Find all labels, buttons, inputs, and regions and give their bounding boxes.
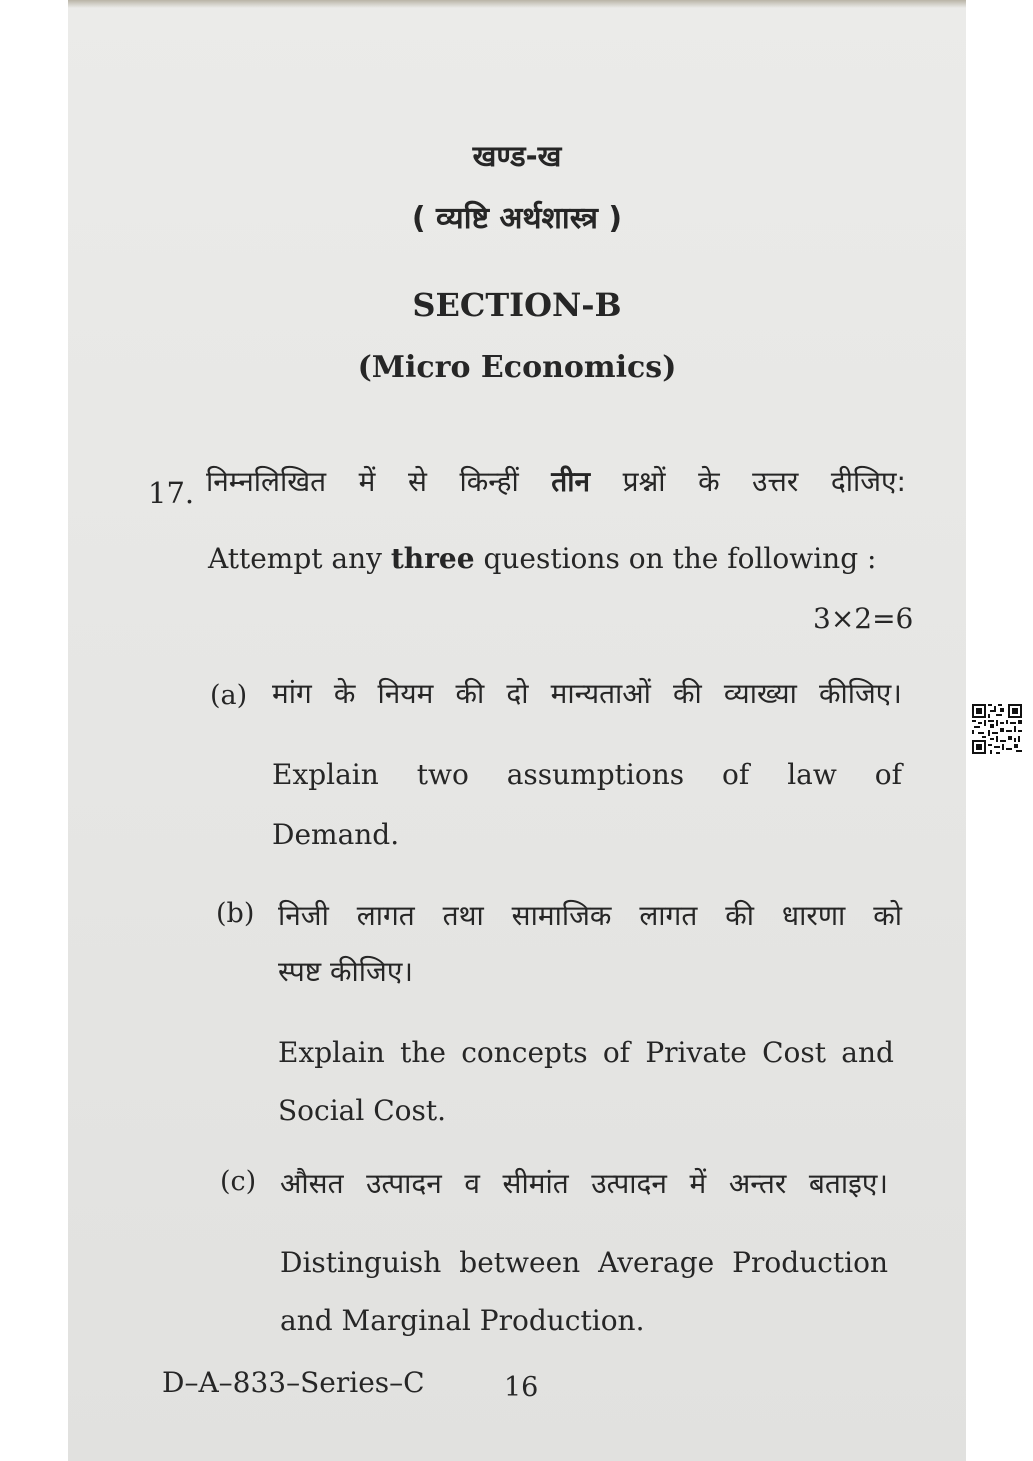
word: नियम bbox=[377, 677, 434, 710]
question-instruction-hindi bbox=[206, 462, 906, 500]
word: व्याख्या bbox=[723, 677, 797, 710]
word: बताइए। bbox=[808, 1167, 888, 1200]
word: के bbox=[698, 465, 720, 498]
word: मान्यताओं bbox=[550, 677, 651, 710]
part-a-english-line2: Demand. bbox=[272, 818, 400, 851]
word: उत्पादन bbox=[366, 1167, 442, 1200]
word: Private bbox=[645, 1036, 747, 1069]
word: between bbox=[459, 1246, 581, 1279]
word: तथा bbox=[442, 899, 484, 932]
word: से bbox=[407, 465, 427, 498]
word: की bbox=[673, 677, 702, 710]
instruction-text: Attempt any bbox=[208, 542, 391, 575]
word: मांग bbox=[272, 677, 312, 710]
word: दो bbox=[506, 677, 529, 710]
word: में bbox=[689, 1167, 707, 1200]
word: दीजिए: bbox=[830, 465, 906, 498]
word: concepts bbox=[461, 1036, 588, 1069]
word: अन्तर bbox=[728, 1167, 787, 1200]
word: Production bbox=[732, 1246, 888, 1279]
word: उत्पादन bbox=[591, 1167, 667, 1200]
word: of bbox=[874, 758, 902, 791]
word: सामाजिक bbox=[511, 899, 612, 932]
section-title: SECTION-B bbox=[412, 286, 622, 324]
part-b-english-line2: Social Cost. bbox=[278, 1094, 447, 1127]
word: Average bbox=[598, 1246, 715, 1279]
word: के bbox=[333, 677, 356, 710]
exam-page bbox=[68, 0, 966, 1461]
part-b-english-line1 bbox=[278, 1036, 894, 1069]
word: किन्हीं bbox=[459, 465, 519, 498]
word: की bbox=[725, 899, 754, 932]
part-b-hindi-line2: स्पष्ट कीजिए। bbox=[278, 955, 413, 988]
word: Distinguish bbox=[280, 1246, 442, 1279]
word: धारणा bbox=[781, 899, 846, 932]
part-b-hindi-line1 bbox=[278, 896, 902, 934]
word: को bbox=[873, 899, 902, 932]
word: assumptions bbox=[506, 758, 685, 791]
part-c-label: (c) bbox=[220, 1166, 257, 1197]
word: कीजिए। bbox=[819, 677, 902, 710]
word: व bbox=[464, 1167, 480, 1200]
word: निजी bbox=[278, 899, 329, 932]
word: औसत bbox=[280, 1167, 344, 1200]
instruction-bold: three bbox=[390, 542, 475, 575]
subject-title-hindi: ( व्यष्टि अर्थशास्त्र ) bbox=[411, 201, 623, 236]
part-c-hindi bbox=[280, 1164, 888, 1202]
paper-code: D–A–833–Series–C bbox=[162, 1366, 425, 1399]
word: and bbox=[841, 1036, 894, 1069]
section-title-hindi: खण्ड-ख bbox=[472, 139, 562, 173]
subject-title: (Micro Economics) bbox=[357, 350, 677, 385]
page-number: 16 bbox=[504, 1372, 539, 1403]
marks-allocation: 3×2=6 bbox=[813, 602, 914, 635]
word: उत्तर bbox=[752, 465, 799, 498]
part-a-english-line1 bbox=[272, 758, 902, 791]
word: सीमांत bbox=[502, 1167, 569, 1200]
word: में bbox=[358, 465, 376, 498]
qr-code-icon bbox=[972, 704, 1022, 754]
word: the bbox=[400, 1036, 446, 1069]
word: law bbox=[787, 758, 837, 791]
word: Explain bbox=[278, 1036, 385, 1069]
word: of bbox=[602, 1036, 631, 1069]
word: तीन bbox=[551, 465, 591, 498]
word: of bbox=[722, 758, 750, 791]
question-number: 17. bbox=[148, 476, 195, 510]
instruction-text: questions on the following : bbox=[474, 542, 877, 575]
word: लागत bbox=[356, 899, 415, 932]
part-a-label: (a) bbox=[210, 680, 248, 711]
word: Cost bbox=[762, 1036, 827, 1069]
word: प्रश्नों bbox=[622, 465, 666, 498]
word: की bbox=[455, 677, 485, 710]
part-a-hindi bbox=[272, 674, 902, 712]
part-b-label: (b) bbox=[216, 898, 255, 929]
word: Explain bbox=[272, 758, 379, 791]
word: two bbox=[416, 758, 469, 791]
part-c-english-line1 bbox=[280, 1246, 888, 1279]
word: निम्नलिखित bbox=[206, 465, 327, 498]
word: लागत bbox=[639, 899, 698, 932]
part-c-english-line2: and Marginal Production. bbox=[280, 1304, 645, 1337]
question-instruction-english bbox=[208, 542, 876, 575]
page-top-edge bbox=[68, 0, 966, 8]
